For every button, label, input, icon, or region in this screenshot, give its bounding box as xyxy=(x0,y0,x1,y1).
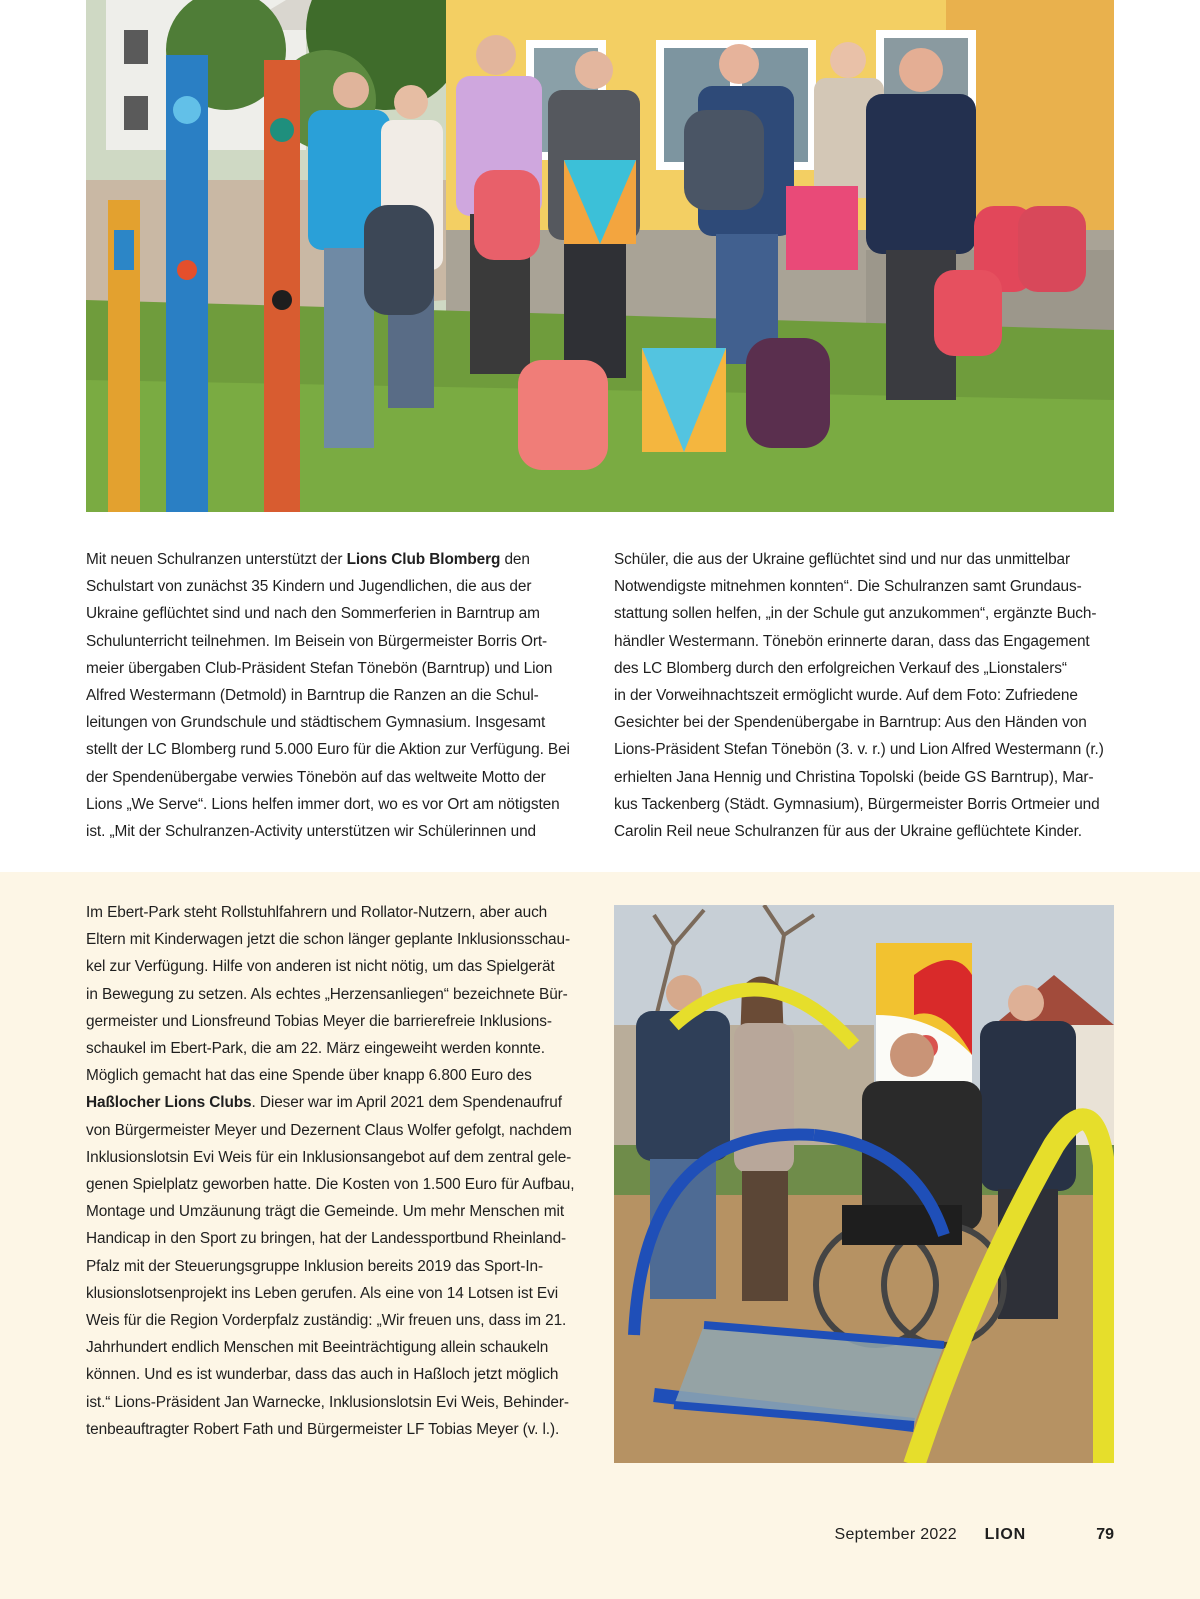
text-segment: Schulstart von zunächst 35 Kindern und Jugendlichen, die aus der xyxy=(86,578,532,596)
text-line xyxy=(86,1334,586,1361)
text-segment: der Spendenübergabe verwies Tönebön auf das weltweite Motto der xyxy=(86,768,546,786)
text-segment: den xyxy=(500,551,530,568)
text-segment: klusionslotsenprojekt ins Leben gerufen. Als eine von 14 Lotsen ist Evi xyxy=(86,1284,559,1302)
text-line xyxy=(86,981,586,1008)
text-segment: kel zur Verfügung. Hilfe von anderen ist nicht nötig, um das Spielgerät xyxy=(86,958,555,976)
page-number: 79 xyxy=(1096,1526,1114,1543)
text-line xyxy=(86,899,586,926)
text-line xyxy=(86,1253,586,1280)
text-line xyxy=(86,1361,586,1388)
text-line xyxy=(86,1062,586,1089)
club-name: Haßlocher Lions Clubs xyxy=(86,1094,252,1112)
text-line xyxy=(86,1198,586,1225)
text-segment: tenbeauftragter Robert Fath und Bürgermeister LF Tobias Meyer (v. l.). xyxy=(86,1420,560,1438)
text-line xyxy=(86,1117,586,1144)
text-segment: Möglich gemacht hat das eine Spende über knapp 6.800 Euro des xyxy=(86,1067,532,1085)
text-segment: Im Ebert-Park steht Rollstuhlfahrern und Rollator-Nutzern, aber auch xyxy=(86,904,548,921)
text-line: Carolin Reil neue Schulranzen für aus der Ukraine geflüchtete Kinder. xyxy=(614,823,1082,841)
text-line: kus Tackenberg (Städt. Gymnasium), Bürgermeister Borris Ortmeier und xyxy=(614,795,1100,813)
text-segment: meier übergaben Club-Präsident Stefan Tönebön (Barntrup) und Lion xyxy=(86,659,553,677)
text-segment: Eltern mit Kinderwagen jetzt die schon länger geplante Inklusionsschau- xyxy=(86,931,570,949)
article-blomberg-column-left xyxy=(86,546,586,845)
text-line xyxy=(86,736,586,763)
text-line xyxy=(86,791,586,818)
text-line xyxy=(86,1307,586,1334)
text-line xyxy=(86,1416,586,1443)
text-line: Gesichter bei der Spendenübergabe in Barntrup: Aus den Händen von xyxy=(614,714,1087,732)
text-segment: Mit neuen Schulranzen unterstützt der xyxy=(86,551,347,568)
text-line xyxy=(86,1144,586,1171)
text-line xyxy=(86,600,586,627)
photo-inclusion-swing xyxy=(614,905,1114,1463)
text-line: Lions-Präsident Stefan Tönebön (3. v. r.) und Lion Alfred Westermann (r.) xyxy=(614,741,1104,759)
text-line xyxy=(86,1225,586,1252)
text-line: händler Westermann. Tönebön erinnerte daran, dass das Engagement xyxy=(614,632,1090,650)
text-segment: genen Spielplatz geworben hatte. Die Kosten von 1.500 Euro für Aufbau, xyxy=(86,1176,575,1194)
text-line xyxy=(86,764,586,791)
text-segment: Lions „We Serve“. Lions helfen immer dort, wo es vor Ort am nötigsten xyxy=(86,795,560,813)
magazine-name: LION xyxy=(984,1526,1026,1543)
text-line xyxy=(86,1389,586,1416)
text-segment: von Bürgermeister Meyer und Dezernent Claus Wolfer gefolgt, nachdem xyxy=(86,1121,572,1139)
text-line xyxy=(86,953,586,980)
text-line xyxy=(86,709,586,736)
text-line xyxy=(86,1008,586,1035)
text-line xyxy=(86,546,586,573)
text-line xyxy=(86,1171,586,1198)
photo-schoolbag-donation xyxy=(86,0,1114,512)
text-segment: Schulunterricht teilnehmen. Im Beisein von Bürgermeister Borris Ort- xyxy=(86,632,548,650)
article-blomberg-column-right xyxy=(614,546,1114,845)
text-line xyxy=(86,573,586,600)
page-footer xyxy=(0,1526,1200,1550)
text-segment: in Bewegung zu setzen. Als echtes „Herzensanliegen“ bezeichnete Bür- xyxy=(86,985,568,1003)
text-segment: stellt der LC Blomberg rund 5.000 Euro für die Aktion zur Verfügung. Bei xyxy=(86,741,570,759)
text-line xyxy=(86,926,586,953)
text-segment: Weis für die Region Vorderpfalz zuständig: „Wir freuen uns, dass im 21. xyxy=(86,1312,567,1330)
text-segment: schaukel im Ebert-Park, die am 22. März eingeweiht werden konnte. xyxy=(86,1040,545,1058)
text-segment: können. Und es ist wunderbar, dass das auch in Haßloch jetzt möglich xyxy=(86,1366,559,1384)
text-line: erhielten Jana Hennig und Christina Topolski (beide GS Barntrup), Mar- xyxy=(614,768,1094,786)
text-segment: Inklusionslotsin Evi Weis für ein Inklusionsangebot auf dem zentral gele- xyxy=(86,1148,572,1166)
text-segment: Handicap in den Sport zu bringen, hat der Landessportbund Rheinland- xyxy=(86,1230,567,1248)
text-segment: Jahrhundert endlich Menschen mit Beeinträchtigung allein schaukeln xyxy=(86,1339,549,1357)
article-hassloch-text xyxy=(86,899,586,1443)
text-line: des LC Blomberg durch den erfolgreichen Verkauf des „Lionstalers“ xyxy=(614,659,1067,677)
text-segment: . Dieser war im April 2021 dem Spendenaufruf xyxy=(251,1094,562,1112)
text-line: Notwendigste mitnehmen konnten“. Die Schulranzen samt Grundaus- xyxy=(614,578,1082,596)
text-segment: Pfalz mit der Steuerungsgruppe Inklusion bereits 2019 das Sport-In- xyxy=(86,1257,543,1275)
text-segment: ist. „Mit der Schulranzen-Activity unterstützen wir Schülerinnen und xyxy=(86,823,536,841)
text-line xyxy=(86,682,586,709)
issue-date: September 2022 xyxy=(834,1526,957,1543)
text-line: in der Vorweihnachtszeit ermöglicht wurde. Auf dem Foto: Zufriedene xyxy=(614,687,1078,705)
text-segment: Montage und Umzäunung trägt die Gemeinde. Um mehr Menschen mit xyxy=(86,1203,564,1221)
text-line: stattung sollen helfen, „in der Schule gut anzukommen“, ergänzte Buch- xyxy=(614,605,1097,623)
text-line xyxy=(86,818,586,845)
text-line xyxy=(86,1280,586,1307)
text-segment: Alfred Westermann (Detmold) in Barntrup die Ranzen an die Schul- xyxy=(86,687,539,705)
text-segment: Ukraine geflüchtet sind und nach den Sommerferien in Barntrup am xyxy=(86,605,540,623)
club-name: Lions Club Blomberg xyxy=(346,551,501,568)
text-line xyxy=(86,1035,586,1062)
text-segment: leitungen von Grundschule und städtischem Gymnasium. Insgesamt xyxy=(86,714,546,732)
text-line xyxy=(86,628,586,655)
text-line: Schüler, die aus der Ukraine geflüchtet sind und nur das unmittelbar xyxy=(614,551,1071,568)
text-line xyxy=(86,655,586,682)
text-segment: germeister und Lionsfreund Tobias Meyer die barrierefreie Inklusions- xyxy=(86,1012,552,1030)
text-line xyxy=(86,1089,586,1116)
text-segment: ist.“ Lions-Präsident Jan Warnecke, Inklusionslotsin Evi Weis, Behinder- xyxy=(86,1393,569,1411)
